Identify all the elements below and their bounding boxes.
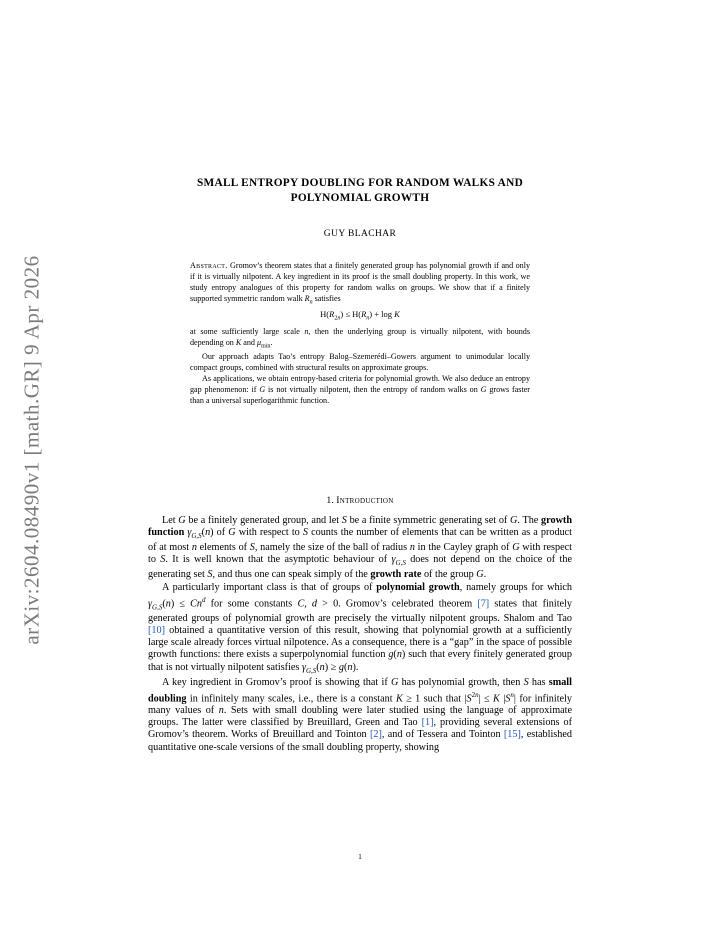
intro-paragraph-3: A key ingredient in Gromov’s proof is showing that if G has polynomial growth, then S has small doubling in infinitely many scales, i.e., there is a constant K ≥ 1 such that $|S^{2n}| \le K$ $|S^n|$ for infinitely many values of n. Sets with small doubling were later studied using the language of approximate groups. The latter were classified by Breuillard, Green and Tao [1], providing several extensions of Gromov’s theorem. Works of Breuillard and Tointon [2], and of Tessera and Tointon [15], established quantitative one-scale versions of the small doubling property, showing xyxy=(148,676,573,753)
arxiv-identifier: arXiv:2604.08490v1 [math.GR] 9 Apr 2026 xyxy=(19,255,44,645)
arxiv-sidebar xyxy=(10,250,54,650)
abstract-equation: $H(R_{2n}) \le H(R_n) + \log K$ xyxy=(320,309,400,322)
section-heading-introduction: 1. Introduction xyxy=(326,495,394,506)
introduction-body xyxy=(148,515,572,754)
abstract-label: Abstract. xyxy=(190,261,228,270)
citation-10[interactable]: [10] xyxy=(148,625,165,637)
citation-2[interactable]: [2] xyxy=(369,729,382,741)
paper-author: GUY BLACHAR xyxy=(323,229,397,239)
citation-15[interactable]: [15] xyxy=(503,729,521,741)
abstract-paragraph-4: As applications, we obtain entropy-based criteria for polynomial growth. We also deduce an entropy gap phenomenon: if G is not virtually nilpotent, then the entropy of random walks on G grows faster than a universal superlogarithmic function. xyxy=(190,374,530,405)
citation-1[interactable]: [1] xyxy=(421,717,434,729)
abstract-paragraph-2: at some sufficiently large scale n, then the underlying group is virtually nilpotent, with bounds depending on K and $\mu_{min}$. xyxy=(190,326,530,350)
abstract xyxy=(190,261,530,407)
abstract-paragraph-3: Our approach adapts Tao’s entropy Balog–Szemerédi–Gowers argument to unimodular locally compact groups, combined with structural results on approximate groups. xyxy=(190,352,530,373)
abstract-paragraph-1: Abstract. Gromov’s theorem states that a finitely generated group has polynomial growth if and only if it is virtually nilpotent. A key ingredient in its proof is the small doubling property. In this work, we study entropy analogues of this property for random walks on groups. We show that if a finitely supported symmetric random walk $R_n$ satisfies xyxy=(190,261,530,306)
citation-7[interactable]: [7] xyxy=(477,598,490,610)
intro-paragraph-1: Let G be a finitely generated group, and let S be a finite symmetric generating set of G. The growth function $\gamma_{G,S}(n)$ of G with respect to S counts the number of elements that can be written as a product of at most n elements of S, namely the size of the ball of radius n in the Cayley graph of G with respect to S. It is well known that the asymptotic behaviour of $\gamma_{G,S}$ does not depend on the choice of the generating set S, and thus one can speak simply of the growth rate of the group G. xyxy=(148,515,573,581)
intro-paragraph-2: A particularly important class is that of groups of polynomial growth, namely groups for which $\gamma_{G,S}(n) \le Cn^d$ for some constants C, d > 0. Gromov’s celebrated theorem [7] states that finitely generated groups of polynomial growth are precisely the virtually nilpotent groups. Shalom and Tao [10] obtained a quantitative version of this result, showing that polynomial growth at a sufficiently large scale already forces virtual nilpotence. As a consequence, there is a “gap” in the space of possible growth functions: there exists a superpolynomial function g(n) such that every finitely generated group that is not virtually nilpotent satisfies $\gamma_{G,S}(n) \ge g(n)$. xyxy=(148,581,573,675)
paper-title: SMALL ENTROPY DOUBLING FOR RANDOM WALKS AND POLYNOMIAL GROWTH xyxy=(196,177,524,204)
page-number: 1 xyxy=(358,852,362,861)
